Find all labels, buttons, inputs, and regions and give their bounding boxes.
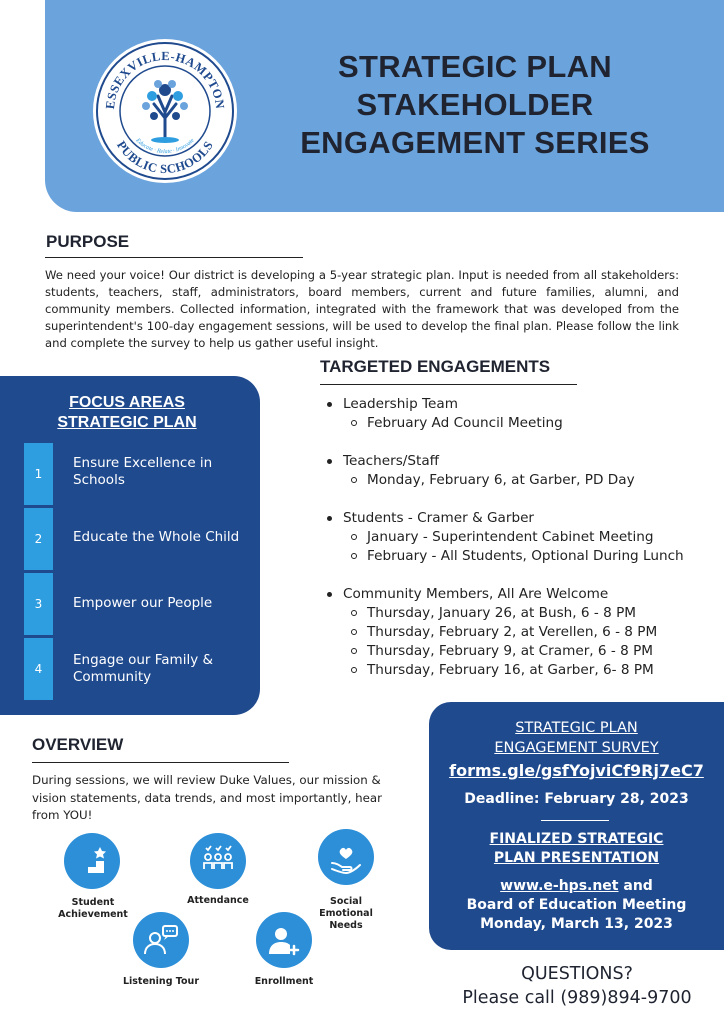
meeting-info <box>429 877 724 934</box>
engagement-detail: Thursday, February 9, at Cramer, 6 - 8 PM <box>367 643 654 659</box>
list-item <box>327 604 717 623</box>
meeting-date: Monday, March 13, 2023 <box>480 916 673 932</box>
focus-number-4: 4 <box>24 638 53 700</box>
engagement-detail: February Ad Council Meeting <box>367 415 563 431</box>
ring-bullet-icon <box>351 648 357 654</box>
engagement-group <box>327 509 717 566</box>
phone-line: Please call (989)894-9700 <box>462 988 692 1008</box>
focus-label-4: Engage our Family & Community <box>73 652 214 685</box>
ring-bullet-icon <box>351 629 357 635</box>
presentation-line-2: PLAN PRESENTATION <box>493 850 660 866</box>
engagement-detail: Monday, February 6, at Garber, PD Day <box>367 472 635 488</box>
list-item <box>327 585 717 604</box>
site-suffix: and <box>618 878 653 894</box>
list-item <box>327 528 717 547</box>
overview-rule <box>32 762 289 763</box>
list-item <box>327 623 717 642</box>
survey-divider <box>541 820 609 821</box>
survey-deadline: Deadline: February 28, 2023 <box>464 791 689 807</box>
engagement-detail: Thursday, February 2, at Verellen, 6 - 8 PM <box>367 624 658 640</box>
list-item <box>327 395 717 414</box>
bullet-icon <box>327 592 332 597</box>
student-achievement-icon <box>64 833 120 889</box>
student-achievement-label: Student Achievement <box>58 897 128 920</box>
list-item <box>327 414 717 433</box>
focus-label-1: Ensure Excellence in Schools <box>73 455 213 488</box>
site-link[interactable]: www.e-hps.net <box>500 878 619 894</box>
list-item <box>327 471 717 490</box>
list-item <box>327 452 717 471</box>
page-title <box>270 48 680 162</box>
attendance-icon <box>190 833 246 889</box>
ring-bullet-icon <box>351 667 357 673</box>
logo-top-text: ESSEXVILLE-HAMPTON <box>102 48 228 110</box>
purpose-rule <box>45 257 303 258</box>
engagement-group <box>327 395 717 433</box>
list-item <box>327 509 717 528</box>
attendance-label: Attendance <box>187 895 249 906</box>
list-item <box>327 661 717 680</box>
ring-bullet-icon <box>351 477 357 483</box>
focus-number-2: 2 <box>24 508 53 570</box>
title-line-1: STRATEGIC PLAN <box>337 49 612 84</box>
survey-link[interactable]: forms.gle/gsfYojviCf9Rj7eC7 <box>449 761 704 780</box>
engagement-label: Community Members, All Are Welcome <box>343 586 609 602</box>
engagements-heading: TARGETED ENGAGEMENTS <box>320 357 551 376</box>
purpose-heading: PURPOSE <box>46 232 130 251</box>
district-logo <box>92 38 238 184</box>
purpose-text: We need your voice! Our district is developing a 5-year strategic plan. Input is needed from all stakeholders: students, teachers, staff, administrators, board members, current and future families, alumni, and community members. Collected information, integrated with the framework that was developed from the superintendent's 100-day engagement sessions, will be used to develop the final plan. Please follow the link and complete the survey to help us gather useful insight. <box>45 268 679 350</box>
presentation-line-1: FINALIZED STRATEGIC <box>489 831 664 847</box>
enrollment-label: Enrollment <box>254 976 314 987</box>
overview-text: During sessions, we will review Duke Values, our mission & vision statements, data trends, and most importantly, hear from YOU! <box>32 773 382 822</box>
listening-tour-icon <box>133 912 189 968</box>
focus-label-3: Empower our People <box>73 594 213 611</box>
focus-areas-title <box>20 393 234 433</box>
survey-title-line-1: STRATEGIC PLAN <box>515 720 638 736</box>
focus-number-1: 1 <box>24 443 53 505</box>
focus-label-2: Educate the Whole Child <box>73 528 240 545</box>
presentation-title <box>429 830 724 868</box>
engagement-group <box>327 585 717 680</box>
engagement-detail: February - All Students, Optional During Lunch <box>367 548 684 564</box>
focus-number-3: 3 <box>24 573 53 635</box>
questions-label: QUESTIONS? <box>521 964 633 984</box>
ring-bullet-icon <box>351 534 357 540</box>
engagement-detail: Thursday, February 16, at Garber, 6- 8 PM <box>367 662 654 678</box>
bullet-icon <box>327 459 332 464</box>
engagement-label: Leadership Team <box>343 396 458 412</box>
engagement-label: Teachers/Staff <box>343 453 440 469</box>
enrollment-icon <box>256 912 312 968</box>
engagements-list <box>327 395 717 680</box>
bullet-icon <box>327 402 332 407</box>
social-emotional-label: Social Emotional Needs <box>319 896 373 931</box>
focus-title-line-2: STRATEGIC PLAN <box>57 414 197 431</box>
logo-bottom-text: PUBLIC SCHOOLS <box>114 138 216 177</box>
meeting-name: Board of Education Meeting <box>466 897 687 913</box>
engagement-detail: January - Superintendent Cabinet Meeting <box>367 529 654 545</box>
ring-bullet-icon <box>351 610 357 616</box>
list-item <box>327 547 717 566</box>
engagement-detail: Thursday, January 26, at Bush, 6 - 8 PM <box>367 605 637 621</box>
list-item <box>327 642 717 661</box>
logo-motto: Educate · Relate · Innovate <box>134 137 196 156</box>
engagements-rule <box>320 384 577 385</box>
ring-bullet-icon <box>351 420 357 426</box>
focus-title-line-1: FOCUS AREAS <box>69 394 185 411</box>
title-line-3: ENGAGEMENT SERIES <box>300 125 650 160</box>
engagement-group <box>327 452 717 490</box>
survey-title <box>429 718 724 758</box>
survey-title-line-2: ENGAGEMENT SURVEY <box>494 740 659 756</box>
engagement-label: Students - Cramer & Garber <box>343 510 535 526</box>
title-line-2: STAKEHOLDER <box>356 87 594 122</box>
bullet-icon <box>327 516 332 521</box>
social-emotional-icon <box>318 829 374 885</box>
overview-heading: OVERVIEW <box>32 735 124 754</box>
listening-tour-label: Listening Tour <box>122 976 200 987</box>
ring-bullet-icon <box>351 553 357 559</box>
contact-block <box>430 962 724 1010</box>
